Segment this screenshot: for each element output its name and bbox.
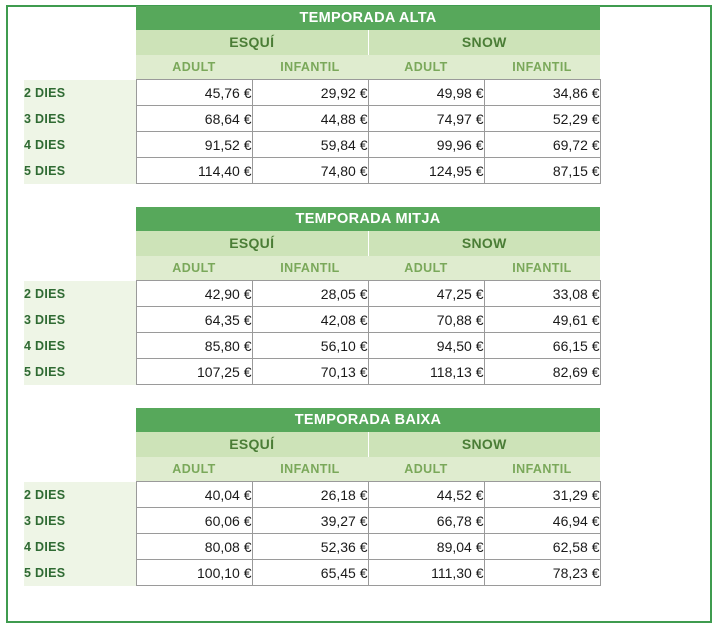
price-cell: 60,06 € [136,508,252,534]
price-cell: 69,72 € [484,132,600,158]
table-row [24,560,600,586]
price-cell: 114,40 € [136,158,252,184]
sub-header-esqui-adult: ADULT [136,55,252,80]
group-header-esqui: ESQUÍ [136,432,368,457]
price-cell: 44,52 € [368,482,484,508]
table-row [24,359,600,385]
price-cell: 74,97 € [368,106,484,132]
row-label: 2 DIES [24,482,136,508]
price-cell: 78,23 € [484,560,600,586]
spacer [24,207,136,231]
group-header-esqui: ESQUÍ [136,30,368,55]
price-cell: 44,88 € [252,106,368,132]
price-cell: 26,18 € [252,482,368,508]
table-row [24,534,600,560]
spacer [24,408,136,432]
sub-header-snow-infantil: INFANTIL [484,256,600,281]
row-label: 5 DIES [24,359,136,385]
row-label: 3 DIES [24,307,136,333]
price-cell: 52,29 € [484,106,600,132]
price-cell: 94,50 € [368,333,484,359]
price-cell: 107,25 € [136,359,252,385]
price-cell: 99,96 € [368,132,484,158]
price-cell: 89,04 € [368,534,484,560]
price-cell: 49,61 € [484,307,600,333]
group-header-snow: SNOW [368,231,600,256]
sub-header-row [24,457,600,482]
price-cell: 42,90 € [136,281,252,307]
spacer [24,256,136,281]
price-cell: 82,69 € [484,359,600,385]
spacer [24,231,136,256]
sub-header-snow-infantil: INFANTIL [484,457,600,482]
price-cell: 28,05 € [252,281,368,307]
price-cell: 111,30 € [368,560,484,586]
spacer [24,432,136,457]
group-header-row [24,432,600,457]
season-title: TEMPORADA ALTA [136,6,600,30]
price-cell: 91,52 € [136,132,252,158]
group-header-row [24,231,600,256]
price-table [24,207,601,385]
season-title-row [24,6,600,30]
price-cell: 66,78 € [368,508,484,534]
price-table [24,6,601,184]
spacer [24,30,136,55]
price-table-block-baixa [24,408,600,586]
row-label: 3 DIES [24,106,136,132]
sub-header-esqui-infantil: INFANTIL [252,457,368,482]
table-row [24,281,600,307]
season-title-row [24,408,600,432]
price-cell: 64,35 € [136,307,252,333]
row-label: 4 DIES [24,534,136,560]
price-cell: 70,13 € [252,359,368,385]
group-header-esqui: ESQUÍ [136,231,368,256]
price-cell: 49,98 € [368,80,484,106]
price-cell: 74,80 € [252,158,368,184]
sub-header-snow-adult: ADULT [368,256,484,281]
price-cell: 118,13 € [368,359,484,385]
row-label: 2 DIES [24,80,136,106]
price-cell: 124,95 € [368,158,484,184]
row-label: 5 DIES [24,560,136,586]
table-row [24,307,600,333]
price-cell: 62,58 € [484,534,600,560]
spacer [24,457,136,482]
price-table-block-alta [24,6,600,184]
group-header-row [24,30,600,55]
price-cell: 31,29 € [484,482,600,508]
price-cell: 100,10 € [136,560,252,586]
season-title: TEMPORADA BAIXA [136,408,600,432]
price-cell: 56,10 € [252,333,368,359]
table-row [24,508,600,534]
price-cell: 29,92 € [252,80,368,106]
price-cell: 66,15 € [484,333,600,359]
table-row [24,132,600,158]
season-title: TEMPORADA MITJA [136,207,600,231]
group-header-snow: SNOW [368,432,600,457]
price-cell: 59,84 € [252,132,368,158]
price-cell: 87,15 € [484,158,600,184]
row-label: 5 DIES [24,158,136,184]
table-row [24,158,600,184]
row-label: 4 DIES [24,333,136,359]
sub-header-snow-adult: ADULT [368,55,484,80]
sub-header-esqui-adult: ADULT [136,256,252,281]
price-cell: 65,45 € [252,560,368,586]
price-cell: 39,27 € [252,508,368,534]
price-cell: 45,76 € [136,80,252,106]
sub-header-snow-adult: ADULT [368,457,484,482]
table-row [24,80,600,106]
spacer [24,6,136,30]
price-cell: 85,80 € [136,333,252,359]
price-cell: 70,88 € [368,307,484,333]
row-label: 2 DIES [24,281,136,307]
price-cell: 52,36 € [252,534,368,560]
price-table [24,408,601,586]
table-row [24,333,600,359]
row-label: 3 DIES [24,508,136,534]
sub-header-esqui-adult: ADULT [136,457,252,482]
sub-header-snow-infantil: INFANTIL [484,55,600,80]
price-cell: 80,08 € [136,534,252,560]
sub-header-esqui-infantil: INFANTIL [252,256,368,281]
row-label: 4 DIES [24,132,136,158]
price-table-block-mitja [24,207,600,385]
price-cell: 33,08 € [484,281,600,307]
spacer [24,55,136,80]
price-cell: 34,86 € [484,80,600,106]
price-cell: 42,08 € [252,307,368,333]
season-title-row [24,207,600,231]
table-row [24,482,600,508]
price-cell: 40,04 € [136,482,252,508]
table-row [24,106,600,132]
sub-header-esqui-infantil: INFANTIL [252,55,368,80]
group-header-snow: SNOW [368,30,600,55]
sub-header-row [24,256,600,281]
price-cell: 68,64 € [136,106,252,132]
price-cell: 46,94 € [484,508,600,534]
sub-header-row [24,55,600,80]
price-cell: 47,25 € [368,281,484,307]
